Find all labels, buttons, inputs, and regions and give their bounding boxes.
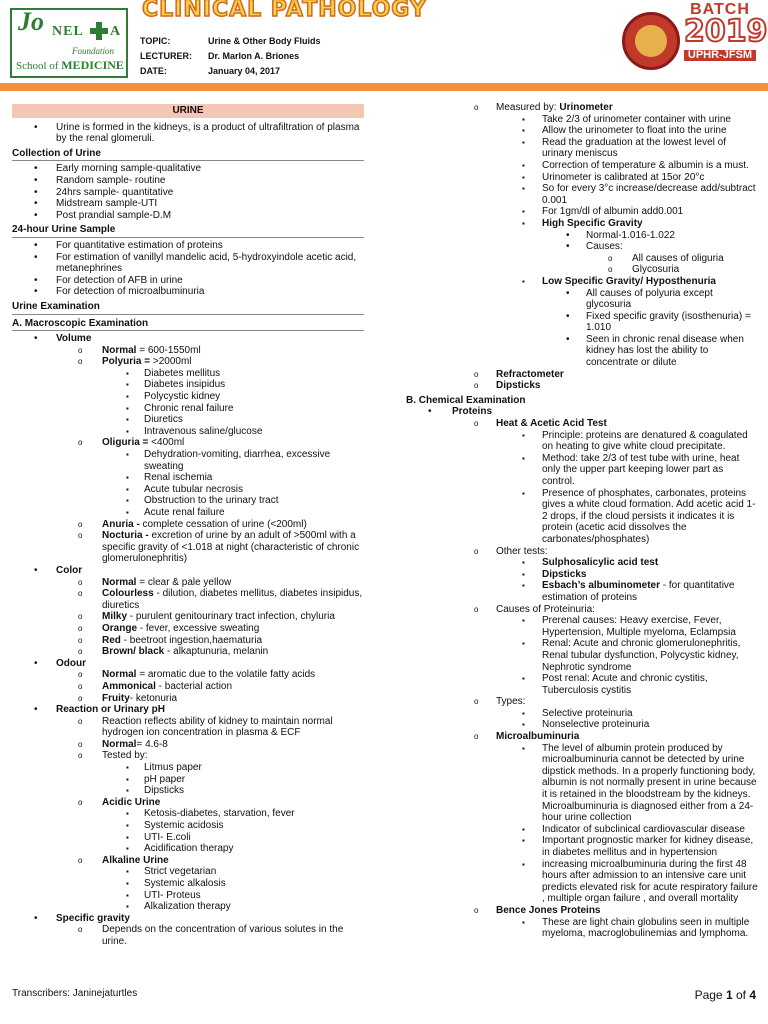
list-item [406, 288, 758, 311]
list-item [12, 704, 364, 716]
item-text: - for quantitative estimation of proteins [542, 580, 735, 603]
logo-school-of: School of [16, 60, 59, 72]
item-label: Dipsticks [496, 380, 541, 392]
list-item [406, 557, 758, 569]
list-item [406, 615, 758, 638]
logo-text-nel: NEL [52, 24, 84, 39]
item-label: Red [102, 634, 121, 646]
list-item [12, 519, 364, 531]
item-text: <400ml [148, 437, 185, 449]
item-text: - dilution, diabetes mellitus, diabetes insipidus, diuretics [102, 588, 363, 611]
list-item [12, 843, 364, 855]
list-item [12, 391, 364, 403]
list-item [406, 604, 758, 616]
item-label: High Specific Gravity [542, 217, 643, 229]
item-label: Low Specific Gravity/ Hyposthenuria [542, 275, 716, 287]
item-text: Polycystic kidney [144, 391, 221, 403]
subsection-heading: 24-hour Urine Sample [12, 224, 364, 238]
item-text: Chronic renal failure [144, 402, 234, 414]
item-label: Normal [102, 576, 137, 588]
list-item [406, 160, 758, 172]
item-text: Take 2/3 of urinometer container with urine [542, 113, 731, 125]
subsection-heading: B. Chemical Examination [406, 394, 526, 406]
item-text: All causes of oliguria [632, 252, 724, 264]
list-item [12, 472, 364, 484]
meta-value: Dr. Marlon A. Briones [208, 51, 300, 61]
list-item [12, 913, 364, 925]
logo-foundation: Foundation [72, 46, 114, 56]
item-text: pH paper [144, 773, 186, 785]
meta-key: TOPIC: [140, 36, 171, 46]
list-item [406, 731, 758, 743]
item-text: Read the graduation at the lowest level of urinary meniscus [542, 136, 727, 160]
logo-school [16, 60, 124, 73]
item-text: complete cessation of urine (<200ml) [139, 518, 307, 530]
item-text: Acidification therapy [144, 843, 234, 855]
logo-medicine: MEDICINE [61, 58, 124, 72]
item-label: Normal [102, 344, 137, 356]
list-item [12, 669, 364, 681]
list-item [12, 866, 364, 878]
item-label: Nocturia - [102, 530, 149, 542]
item-text: Allow the urinometer to float into the urine [542, 125, 727, 137]
item-label: Normal [102, 738, 137, 750]
list-item [406, 241, 758, 253]
list-item [12, 379, 364, 391]
list-item [406, 430, 758, 453]
item-label: Acidic Urine [102, 796, 161, 808]
item-text: Diabetes insipidus [144, 379, 226, 391]
item-label: Proteins [452, 406, 493, 418]
list-item [12, 240, 364, 252]
list-item [406, 183, 758, 206]
list-item [12, 333, 364, 345]
university-seal-icon [622, 12, 680, 70]
item-label: Oliguria = [102, 437, 149, 449]
list-item [12, 356, 364, 368]
medical-cross-icon [90, 22, 108, 40]
list-item [406, 206, 758, 218]
page-prefix: Page [694, 988, 726, 1002]
item-label: Dipsticks [542, 568, 587, 580]
school-logo [10, 8, 128, 78]
item-label: Fruity [102, 692, 130, 704]
item-text: Midstream sample-UTI [56, 198, 158, 210]
meta-value: January 04, 2017 [208, 66, 281, 76]
list-item [12, 530, 364, 565]
item-text: Important prognostic marker for kidney disease, in diabetes mellitus and in hypertension [542, 835, 754, 858]
list-item [12, 832, 364, 844]
item-text: Indicator of subclinical cardiovascular disease [542, 823, 745, 835]
meta-value: Urine & Other Body Fluids [208, 36, 321, 46]
list-item [12, 774, 364, 786]
list-item [406, 673, 758, 696]
list-item [406, 137, 758, 160]
item-text: Renal ischemia [144, 472, 213, 484]
right-column [406, 102, 758, 940]
item-text: Reaction reflects ability of kidney to maintain normal hydrogen ion concentration in plasma & ECF [102, 715, 333, 739]
item-text: Systemic acidosis [144, 820, 224, 832]
list-item [12, 403, 364, 415]
list-item [406, 824, 758, 836]
list-item [12, 739, 364, 751]
item-text: Post prandial sample-D.M [56, 209, 172, 221]
item-text: Nonselective proteinuria [542, 719, 650, 731]
list-item [406, 905, 758, 917]
list-item [12, 785, 364, 797]
item-text: Types: [496, 696, 526, 708]
item-label: Polyuria = [102, 356, 151, 368]
list-item [406, 334, 758, 369]
list-item [406, 708, 758, 720]
list-item [12, 588, 364, 611]
item-label: Urinometer [559, 102, 613, 113]
item-text: So for every 3°c increase/decrease add/subtract 0.001 [542, 183, 756, 206]
transcribers: Transcribers: Janinejaturtles [12, 988, 138, 999]
item-text: - alkaptunuria, melanin [164, 646, 269, 658]
list-item [12, 658, 364, 670]
list-item [406, 230, 758, 242]
section-heading: URINE [12, 104, 364, 118]
item-text: For estimation of vanillyl mandelic acid, 5-hydroxyindole acetic acid, metanephrines [56, 251, 357, 275]
item-text: Litmus paper [144, 762, 202, 774]
item-label: Orange [102, 622, 138, 634]
list-item [12, 855, 364, 867]
list-item [406, 253, 758, 265]
meta-key: LECTURER: [140, 51, 192, 61]
item-text: For quantitative estimation of proteins [56, 239, 223, 251]
list-item [12, 716, 364, 739]
item-text: = 4.6-8 [136, 738, 168, 750]
list-item [12, 797, 364, 809]
meta-row [140, 64, 321, 79]
batch-school: UPHR-JFSM [684, 50, 756, 62]
list-item [12, 426, 364, 438]
item-text: Systemic alkalosis [144, 878, 226, 889]
list-item [406, 859, 758, 905]
list-item [12, 808, 364, 820]
item-text: UTI- Proteus [144, 889, 201, 901]
item-text: Prerenal causes: Heavy exercise, Fever, Hypertension, Multiple myeloma, Eclampsia [542, 615, 736, 638]
item-text: Acute tubular necrosis [144, 483, 243, 495]
item-text: - bacterial action [155, 680, 233, 692]
page-header [0, 0, 768, 92]
batch-year: 2019 [684, 13, 768, 49]
item-text: These are light chain globulins seen in multiple myeloma, macroglobulinemias and lymphoma. [542, 916, 750, 940]
item-text: = aromatic due to the volatile fatty acids [136, 669, 316, 681]
list-item [12, 750, 364, 762]
list-item [12, 345, 364, 357]
subsection-heading: Collection of Urine [12, 148, 364, 162]
list-item [12, 635, 364, 647]
list-item [12, 611, 364, 623]
list-item [12, 175, 364, 187]
item-text: = 600-1550ml [136, 344, 201, 356]
subsection-heading: Urine Examination [12, 301, 364, 315]
list-item [406, 743, 758, 824]
list-item [406, 264, 758, 276]
item-text: Method: take 2/3 of test tube with urine, heat only the upper part keeping lower part as control. [542, 452, 740, 487]
page-number [695, 990, 756, 1002]
item-text: Other tests: [496, 545, 548, 557]
item-text: For detection of AFB in urine [56, 274, 183, 286]
item-text: Selective proteinuria [542, 707, 633, 719]
list-item [12, 890, 364, 902]
item-text: Diabetes mellitus [144, 367, 221, 379]
batch-badge [684, 1, 768, 61]
item-text: Urine is formed in the kidneys, is a product of ultrafiltration of plasma by the renal glomeruli. [56, 121, 360, 145]
list-item [406, 125, 758, 137]
left-column [12, 102, 364, 948]
list-item [406, 102, 758, 114]
list-item [12, 495, 364, 507]
list-item [12, 163, 364, 175]
item-label: Microalbuminuria [496, 731, 580, 743]
item-text: - fever, excessive sweating [137, 622, 260, 634]
list-item [406, 276, 758, 288]
item-text: Depends on the concentration of various solutes in the urine. [102, 924, 344, 947]
item-text: Strict vegetarian [144, 866, 217, 878]
item-label: Milky [102, 611, 128, 623]
item-label: Reaction or Urinary pH [56, 704, 165, 716]
item-text: Post renal: Acute and chronic cystitis, Tuberculosis cystitis [542, 673, 708, 696]
header-divider [0, 83, 768, 91]
list-item [12, 122, 364, 145]
list-item [12, 693, 364, 705]
list-item [12, 623, 364, 635]
list-item [12, 577, 364, 589]
page-of: of [732, 988, 750, 1002]
meta-row [140, 34, 321, 49]
list-item [406, 719, 758, 731]
list-item [12, 681, 364, 693]
item-text: Alkalization therapy [144, 901, 231, 913]
item-label: Odour [56, 657, 86, 669]
item-text: - beetroot ingestion,haematuria [120, 634, 263, 646]
list-item [12, 820, 364, 832]
list-item [406, 835, 758, 858]
list-item [406, 418, 758, 430]
item-label: Bence Jones Proteins [496, 904, 601, 916]
item-text: - ketonuria [129, 692, 178, 704]
item-text: Glycosuria [632, 264, 680, 276]
item-label: Brown/ black [102, 646, 165, 658]
item-text: Acute renal failure [144, 507, 225, 518]
item-label: Sulphosalicylic acid test [542, 557, 659, 569]
list-item [12, 646, 364, 658]
list-item [406, 638, 758, 673]
item-label: Ammonical [102, 680, 156, 692]
list-item [12, 507, 364, 519]
item-text: Dipsticks [144, 785, 185, 797]
list-item [406, 380, 758, 392]
list-item [12, 901, 364, 913]
item-text: For 1gm/dl of albumin add0.001 [542, 206, 684, 218]
item-text: Obstruction to the urinary tract [144, 495, 279, 507]
item-text: For detection of microalbuminuria [56, 286, 205, 298]
item-text: Random sample- routine [56, 174, 166, 186]
item-text: Causes: [586, 241, 623, 253]
item-text: Measured by: [496, 102, 560, 113]
item-text: Correction of temperature & albumin is a must. [542, 159, 749, 171]
page-title: CLINICAL PATHOLOGY [142, 0, 427, 22]
list-item [406, 369, 758, 381]
list-item [406, 453, 758, 488]
item-text: excretion of urine by an adult of >500ml with a specific gravity of <1.018 at night (characteristic of chronic glomerulonephritis) [102, 530, 360, 565]
list-item [12, 449, 364, 472]
list-item [406, 218, 758, 230]
lecture-meta [140, 34, 321, 79]
item-text: Intravenous saline/glucose [144, 425, 263, 437]
list-item [12, 565, 364, 577]
item-label: Volume [56, 333, 92, 345]
subsection-heading: A. Macroscopic Examination [12, 318, 364, 332]
item-text: = clear & pale yellow [136, 576, 232, 588]
meta-row [140, 49, 321, 64]
item-label: Alkaline Urine [102, 854, 169, 866]
list-item [12, 252, 364, 275]
meta-key: DATE: [140, 66, 167, 76]
list-item [12, 210, 364, 222]
item-text: The level of albumin protein produced by microalbuminuria cannot be detected by urine dipstick methods. In a properly functioning body, albumin is not normally present in urine because it is retained in the bloodstream by the kidneys. Microalbuminuria is diagnosed either from a 24-hour urine collection [542, 742, 757, 824]
list-item [406, 696, 758, 708]
item-text: Renal: Acute and chronic glomerulonephritis, Renal tubular dysfunction, Polycystic kidney, Nephrotic syndrome [542, 638, 741, 673]
item-label: Specific gravity [56, 912, 130, 924]
batch-label: BATCH [690, 1, 750, 18]
item-label: Colourless [102, 588, 154, 600]
list-item [12, 286, 364, 298]
list-item [406, 917, 758, 940]
list-item [12, 198, 364, 210]
list-item [406, 569, 758, 581]
item-text: Dehydration-vomiting, diarrhea, excessive sweating [144, 449, 331, 472]
item-text: Diuretics [144, 414, 183, 426]
list-item [12, 762, 364, 774]
list-item [12, 878, 364, 890]
item-text: Early morning sample-qualitative [56, 163, 202, 175]
item-text: 24hrs sample- quantitative [56, 186, 174, 198]
item-text: - purulent genitourinary tract infection, chyluria [127, 611, 335, 623]
item-text: Causes of Proteinuria: [496, 603, 595, 615]
list-item [12, 187, 364, 199]
item-text: Presence of phosphates, carbonates, proteins gives a white cloud formation. Add acetic acid 1-2 drops, if the cloud persists it indicates it is protein (acetic acid dissolves the carbonates/phosphates) [542, 487, 756, 545]
item-text: Fixed specific gravity (isosthenuria) = 1.010 [586, 310, 751, 334]
item-label: Heat & Acetic Acid Test [496, 418, 607, 430]
item-text: All causes of polyuria except glycosuria [586, 287, 713, 311]
item-text: Tested by: [102, 750, 148, 762]
item-label: Esbach’s albuminometer [542, 580, 660, 592]
list-item [406, 488, 758, 546]
item-label: Anuria - [102, 518, 140, 530]
item-text: >2000ml [150, 356, 192, 368]
item-text: Normal-1.016-1.022 [586, 229, 675, 241]
item-label: Normal [102, 669, 137, 681]
list-item [12, 414, 364, 426]
list-item [406, 406, 758, 418]
item-text: Urinometer is calibrated at 15or 20°c [542, 171, 705, 183]
list-item [12, 275, 364, 287]
item-text: UTI- E.coli [144, 831, 191, 843]
list-item [406, 114, 758, 126]
page-current: 1 [725, 988, 733, 1002]
list-item [12, 437, 364, 449]
logo-text-jo: Jo [18, 7, 44, 36]
item-label: Color [56, 564, 83, 576]
list-item [406, 580, 758, 603]
item-text: Ketosis-diabetes, starvation, fever [144, 808, 295, 820]
list-item [12, 924, 364, 947]
list-item [406, 546, 758, 558]
logo-text-a: A [110, 24, 122, 39]
item-text: increasing microalbuminuria during the first 48 hours after admission to an intensive care unit predicts elevated risk for acute respiratory failure , multiple organ failure , and overall mortality [542, 858, 758, 905]
item-text: Principle: proteins are denatured & coagulated on heating to give white cloud precipitate. [542, 429, 748, 453]
item-text: Seen in chronic renal disease when kidney has lost the ability to concentrate or dilute [586, 333, 744, 369]
list-item [12, 368, 364, 380]
page-total: 4 [749, 988, 756, 1002]
item-label: Refractometer [496, 368, 564, 380]
list-item [406, 172, 758, 184]
list-item [12, 484, 364, 496]
list-item [406, 311, 758, 334]
